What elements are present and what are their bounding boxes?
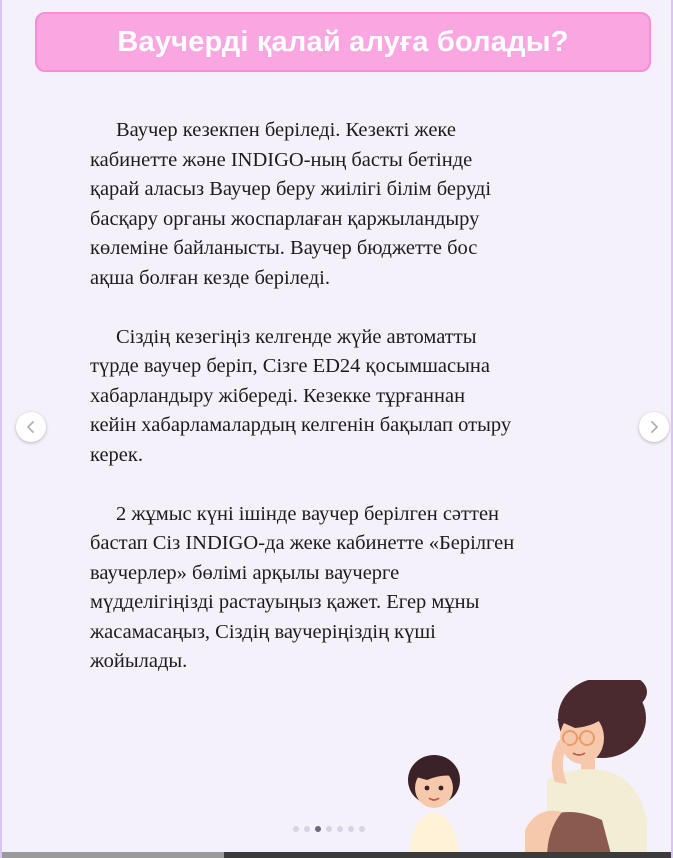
progress-fill	[2, 852, 224, 858]
carousel-dot[interactable]	[359, 826, 365, 832]
carousel-dot[interactable]	[348, 826, 354, 832]
text-line: кейін хабарламалардың келгенін бақылап отыру	[90, 414, 512, 436]
text-line: керек.	[90, 443, 143, 466]
carousel-dot[interactable]	[315, 826, 321, 832]
text-line: Сіздің кезегіңіз келгенде жүйе автоматты	[116, 325, 477, 348]
child-figure	[408, 755, 460, 858]
text-line: көлеміне байланысты. Ваучер бюджетте бос	[90, 237, 478, 259]
text-line: жойылады.	[90, 650, 188, 672]
text-line: ақша болған кезде беріледі.	[90, 266, 331, 289]
previous-slide-button[interactable]	[16, 412, 46, 442]
text-line: мүдделігіңізді растауыңыз қажет. Егер мұны	[90, 591, 480, 613]
text-line: Ваучер кезекпен беріледі. Кезекті жеке	[116, 119, 456, 141]
title-banner	[35, 12, 651, 72]
chevron-left-icon	[25, 421, 37, 433]
body-text	[90, 116, 600, 706]
carousel-indicator	[293, 826, 365, 832]
text-line: қарай аласыз Ваучер беру жиілігі білім беруді	[90, 178, 492, 200]
text-line: кабинетте және INDIGO-ның басты бетінде	[90, 148, 473, 171]
chevron-right-icon	[648, 421, 660, 433]
woman-figure	[525, 680, 647, 858]
carousel-dot[interactable]	[337, 826, 343, 832]
woman-and-child-illustration	[397, 680, 673, 858]
paragraph-1	[90, 116, 600, 293]
text-line: жасамасаңыз, Сіздің ваучеріңіздің күші	[90, 620, 436, 643]
text-line: түрде ваучер беріп, Сізге ED24 қосымшасына	[90, 355, 490, 377]
carousel-dot[interactable]	[326, 826, 332, 832]
paragraph-2	[90, 323, 600, 471]
progress-bar	[2, 852, 673, 858]
next-slide-button[interactable]	[639, 412, 669, 442]
text-line: 2 жұмыс күні ішінде ваучер берілген сәттен	[116, 502, 500, 525]
carousel-dot[interactable]	[304, 826, 310, 832]
text-line: бастап Сіз INDIGO-да жеке кабинетте «Берілген	[90, 532, 515, 554]
slide-title: Ваучерді қалай алуға болады?	[117, 25, 569, 58]
carousel-dot[interactable]	[293, 826, 299, 832]
text-line: басқару органы жоспарлаған қаржыландыру	[90, 207, 480, 230]
text-line: хабарландыру жібереді. Кезекке тұрғаннан	[90, 384, 466, 407]
text-line: ваучерлер» бөлімі арқылы ваучерге	[90, 561, 400, 584]
paragraph-3	[90, 500, 600, 677]
